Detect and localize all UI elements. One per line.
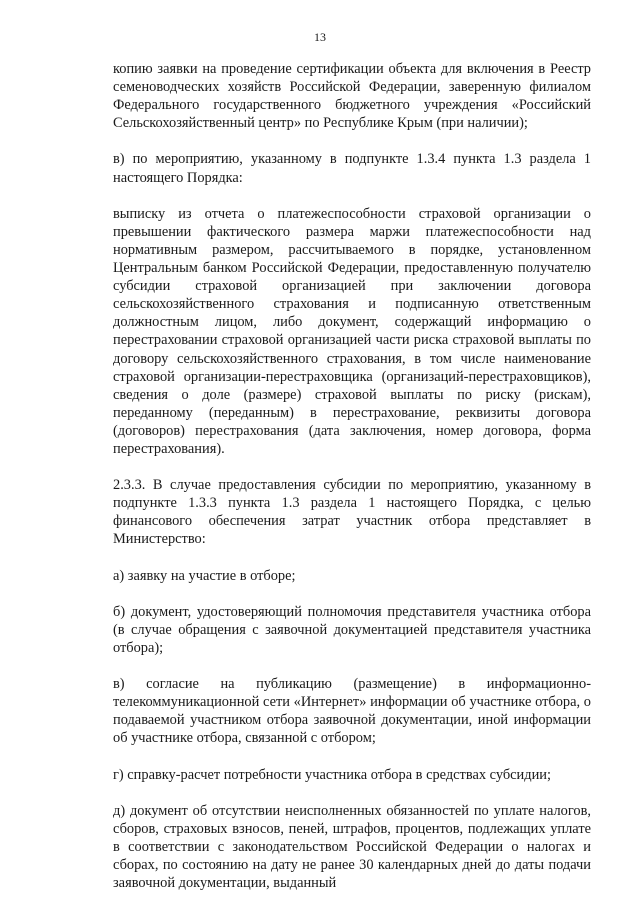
document-body <box>113 60 591 910</box>
paragraph-item-a: а) заявку на участие в отборе; <box>113 567 296 584</box>
paragraph-item-v-consent: в) согласие на публикацию (размещение) в информационно-телекоммуникационной сети «Интернет» информации об участнике отбора, о подаваемой участником отбора заявочной документации, иной информации об участнике отбора, связанной с отбором; <box>113 676 591 747</box>
paragraph-item-b: б) документ, удостоверяющий полномочия представителя участника отбора (в случае обращения с заявочной документацией представителя участника отбора); <box>113 603 591 656</box>
paragraph-item-v-heading: в) по мероприятию, указанному в подпункте 1.3.4 пункта 1.3 раздела 1 настоящего Порядка: <box>113 151 591 186</box>
paragraph-section-2-3-3: 2.3.3. В случае предоставления субсидии по мероприятию, указанному в подпункте 1.3.3 пункта 1.3 раздела 1 настоящего Порядка, с целью финансового обеспечения затрат участник отбора представляет в Министерство: <box>113 477 591 548</box>
paragraph-solvency-extract: выписку из отчета о платежеспособности страховой организации о превышении фактического размера маржи платежеспособности над нормативным размером, рассчитываемого в порядке, установленном Центральным банком Российской Федерации, предоставленную получателю субсидии страховой организацией при заключении договора сельскохозяйственного страхования и подписанную ответственным должностным лицом, либо документ, содержащий информацию о перестраховании страховой организацией части риска страховой выплаты по договору сельскохозяйственного страхования, в том числе наименование страховой организации-перестраховщика (организаций-перестраховщиков), сведения о доле (размере) страховой выплаты по риску (рискам), переданному (переданным) в перестрахование, реквизиты договора (договоров) перестрахования (дата заключения, номер договора, форма перестрахования). <box>113 205 591 457</box>
page-number: 13 <box>314 30 326 44</box>
paragraph-certification-copy: копию заявки на проведение сертификации объекта для включения в Реестр семеноводческих хозяйств Российской Федерации, заверенную филиалом Федерального государственного бюджетного учреждения «Российский Сельскохозяйственный центр» по Республике Крым (при наличии); <box>113 61 591 132</box>
paragraph-item-d: д) документ об отсутствии неисполненных обязанностей по уплате налогов, сборов, страховых взносов, пеней, штрафов, процентов, подлежащих уплате в соответствии с законодательством Российской Федерации о налогах и сборах, по состоянию на дату не ранее 30 календарных дней до даты подачи заявочной документации, выданный <box>113 802 591 892</box>
paragraph-item-g: г) справку-расчет потребности участника отбора в средствах субсидии; <box>113 766 551 783</box>
